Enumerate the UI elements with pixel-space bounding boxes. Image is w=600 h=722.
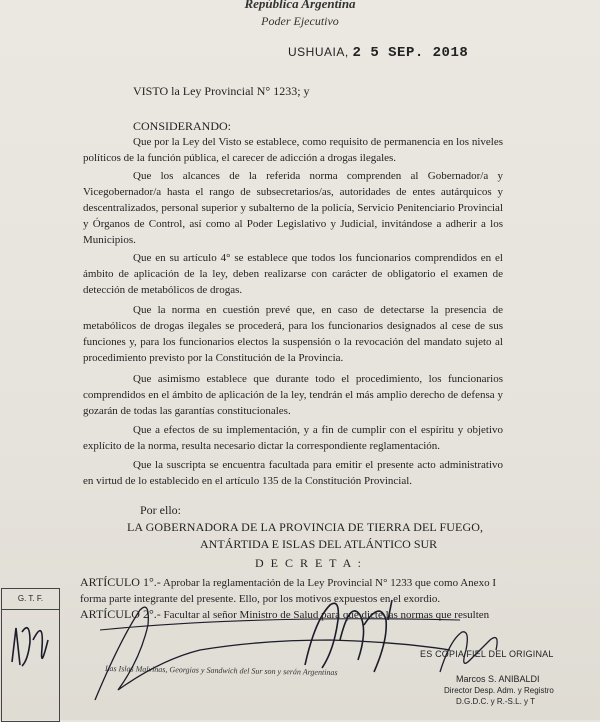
visto-line: VISTO la Ley Provincial N° 1233; y — [133, 84, 310, 98]
letterhead-country: República Argentina — [244, 0, 356, 11]
considerando-paragraph: Que la suscripta se encuentra facultada para emitir el presente acto administrativo en virtud de lo establecido en el artículo 135 de la Constitución Provincial. — [83, 459, 503, 487]
considerando-paragraph: Que por la Ley del Visto se establece, como requisito de permanencia en los niveles políticos de la función pública, el carecer de adicción a drogas ilegales. — [83, 136, 503, 164]
signature-flourish — [95, 607, 450, 700]
article-text: Facultar al señor Ministro de Salud para que dicte las normas que resulten — [163, 609, 490, 621]
footer-motto: Las Islas Malvinas, Georgias y Sandwich del Sur son y serán Argentinas — [104, 663, 338, 678]
article-label: ARTÍCULO 1°.- — [80, 575, 161, 589]
official-department: D.G.D.C. y R.-S.L. y T — [456, 697, 535, 706]
considerando-paragraph: Que asimismo establece que durante todo el procedimiento, los funcionarios comprendidos en el ámbito de aplicación de la ley, tendrán el más amplio derecho de defensa y gozarán de todas las garantías constitucionales. — [83, 373, 503, 417]
date-stamp: 2 5 SEP. 2018 — [352, 45, 469, 61]
official-title: Director Desp. Adm. y Registro — [444, 686, 554, 695]
considerando-heading: CONSIDERANDO: — [133, 119, 232, 133]
considerando-paragraph: Que a efectos de su implementación, y a fin de cumplir con el espíritu y objetivo explícito de la norma, resulta necesario dictar la correspondiente reglamentación. — [83, 424, 503, 452]
considerando-paragraph: Que en su artículo 4° se establece que todos los funcionarios comprendidos en el ámbito de aplicación de la ley, deben realizarse con carácter de obligatorio el examen de detección de metabólicos de drogas. — [83, 252, 503, 296]
article-strikeline — [100, 619, 460, 630]
letterhead-branch: Poder Ejecutivo — [261, 14, 339, 28]
governor-signature — [305, 600, 392, 672]
margin-box-label: G. T. F. — [2, 589, 59, 610]
considerando-paragraph: Que los alcances de la referida norma comprenden al Gobernador/a y Vicegobernador/a hasta el rango de subsecretarios/as, autoridades de entes autárquicos y descentralizados, personal superior y subalterno de la policía, Servicio Penitenciario Provincial y Órganos de Control, así como al Poder Legislativo y Judicial, invitándose a adherir a los Municipios. — [83, 170, 503, 246]
governor-title-line2: ANTÁRTIDA E ISLAS DEL ATLÁNTICO SUR — [200, 537, 438, 551]
por-ello: Por ello: — [140, 503, 181, 517]
considerando-paragraph: Que la norma en cuestión prevé que, en caso de detectarse la presencia de metabólicos de drogas ilegales se procederá, para los funcionarios designados al cese de sus funciones y, para los funcionarios electos la suspensión o la revocación del mandato sujeto al procedimiento previsto por la Constitución de la Provincia. — [83, 304, 503, 364]
certifier-signature — [440, 632, 497, 672]
official-name: Marcos S. ANIBALDI — [456, 674, 540, 684]
dateline-place: USHUAIA, — [288, 45, 349, 59]
decreta-heading: D E C R E T A : — [255, 556, 363, 570]
governor-title-line1: LA GOBERNADORA DE LA PROVINCIA DE TIERRA DEL FUEGO, — [127, 520, 484, 534]
margin-initials-signature — [12, 628, 48, 666]
article-text: Aprobar la reglamentación de la Ley Provincial N° 1233 que como Anexo I forma parte integrante del presente. Ello, por los motivos expuestos en el exordio. — [80, 577, 496, 605]
article-label: ARTÍCULO 2°.- — [80, 607, 161, 621]
certification-stamp: ES COPIA FIEL DEL ORIGINAL — [420, 649, 554, 659]
